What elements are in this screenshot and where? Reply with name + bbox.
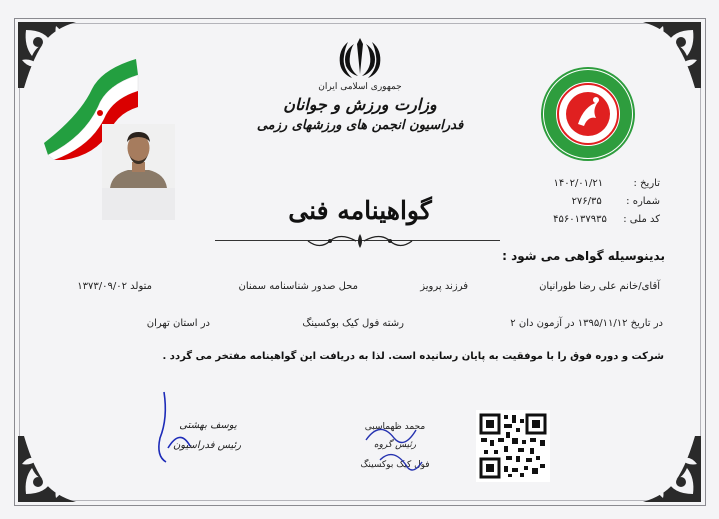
issue-place-row — [228, 281, 358, 292]
province-value: تهران — [146, 318, 170, 329]
holder-photo — [102, 124, 175, 220]
ministry-text: وزارت ورزش و جوانان — [283, 95, 437, 114]
middle-signer-title: رئیس گروه — [373, 440, 417, 450]
father-label: فرزند — [444, 281, 468, 292]
federation-logo-icon — [540, 66, 636, 162]
ornament-corner-bottom-left-icon — [16, 434, 78, 504]
title-ornament-icon — [300, 232, 420, 250]
exam-date-value: ۱۳۹۵/۱۱/۱۲ — [577, 318, 628, 329]
middle-signature-scribble-icon — [360, 410, 430, 480]
exam-label: در آزمون دان ۲ — [510, 318, 575, 329]
ornament-corner-top-right-icon — [641, 20, 703, 90]
national-code-value: ۴۵۶۰۱۳۷۹۳۵ — [553, 214, 607, 225]
date-row — [530, 178, 660, 189]
discipline-text: رشته فول کیک بوکسینگ — [302, 318, 404, 329]
republic-text: جمهوری اسلامی ایران — [318, 82, 402, 92]
holder-label: آقای/خانم — [619, 281, 660, 292]
date-value: ۱۴۰۲/۰۱/۲۱ — [553, 178, 604, 189]
national-code-row — [530, 214, 660, 225]
certificate-title: گواهینامه فنی — [288, 196, 432, 225]
ornament-corner-bottom-right-icon — [641, 434, 703, 504]
qr-code-icon — [476, 410, 550, 482]
province-row — [120, 318, 210, 329]
left-signer-title: رئیس فدراسیون — [172, 440, 242, 451]
province-label: در استان — [172, 318, 210, 329]
born-date: ۱۳۷۳/۰۹/۰۲ — [77, 281, 127, 292]
issue-place-label: محل صدور شناسنامه — [269, 281, 358, 292]
exam-row — [488, 318, 663, 329]
born-label: متولد — [130, 281, 152, 292]
federation-text: فدراسیون انجمن های ورزشهای رزمی — [256, 118, 464, 133]
exam-date-label: در تاریخ — [630, 318, 663, 329]
born-row — [52, 281, 152, 292]
middle-signer-name: محمد ظهماسبی — [364, 422, 426, 432]
national-code-label: کد ملی : — [623, 214, 660, 225]
person-photo-icon — [102, 124, 175, 220]
left-signer-name: یوسف بهشتی — [179, 420, 237, 431]
holder-row — [520, 281, 660, 292]
middle-signer-discipline: فول کیک بوکسینگ — [360, 460, 430, 470]
intro-text: بدینوسیله گواهی می شود : — [502, 249, 665, 263]
holder-name: علی رضا طورانیان — [539, 281, 617, 292]
iran-emblem-icon — [336, 36, 384, 80]
father-name: پرویز — [420, 281, 442, 292]
issue-place-value: سمنان — [238, 281, 267, 292]
father-row — [398, 281, 468, 292]
closing-text: شرکت و دوره فوق را با موفقیت به پایان رسانیده است. لذا به دریافت این گواهینامه مفتخر می گردد . — [162, 351, 664, 362]
number-row — [530, 196, 660, 207]
number-label: شماره : — [626, 196, 660, 207]
date-label: تاریخ : — [633, 178, 660, 189]
number-value: ۲۷۶/۳۵ — [571, 196, 602, 207]
